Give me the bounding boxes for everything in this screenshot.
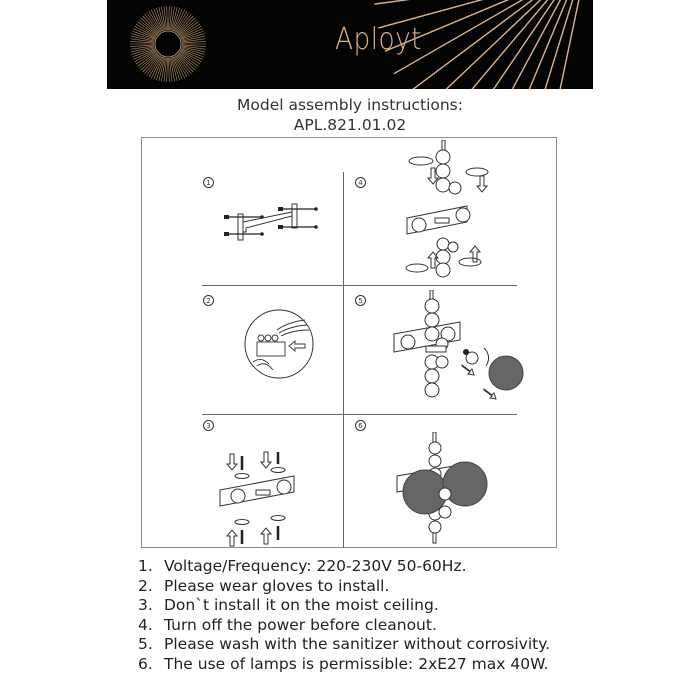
note-number: 5. [138, 635, 153, 653]
note-text: Please wash with the sanitizer without corrosivity. [164, 635, 551, 653]
note-item [138, 596, 550, 616]
note-text: Please wear gloves to install. [164, 576, 390, 595]
step-4-label: 4 [355, 177, 366, 188]
note-number: 4. [138, 615, 153, 634]
brand-name: Aployt [335, 22, 422, 57]
page-title: Model assembly instructions: [237, 96, 463, 114]
note-number: 6. [138, 654, 153, 673]
note-text: Don`t install it on the moist ceiling. [164, 596, 439, 614]
note-item [138, 616, 550, 636]
note-text: The use of lamps is permissible: 2xE27 max 40W. [164, 654, 549, 673]
note-item [138, 655, 550, 675]
step-1-bracket-illustration [220, 200, 320, 260]
note-text: Voltage/Frequency: 220-230V 50-60Hz. [164, 557, 467, 575]
note-number: 3. [138, 596, 153, 614]
step-3-label: 3 [203, 420, 214, 431]
note-item [138, 635, 550, 655]
step-5-label: 5 [355, 295, 366, 306]
note-number: 2. [138, 576, 153, 595]
step-5-shades-illustration [392, 290, 532, 410]
step-1-label: 1 [203, 177, 214, 188]
step-2-label: 2 [203, 295, 214, 306]
step-4-columns-illustration [405, 140, 505, 280]
grid-divider-vertical [343, 172, 344, 548]
step-2-wiring-illustration [243, 308, 323, 380]
step-6-completed-fixture-illustration [395, 432, 495, 547]
step-3-base-screws-illustration [218, 450, 300, 548]
note-number: 1. [138, 557, 153, 575]
note-item [138, 577, 550, 597]
model-number: APL.821.01.02 [293, 116, 407, 134]
brand-banner [107, 0, 593, 89]
grid-divider-horizontal-2 [202, 414, 517, 415]
step-6-label: 6 [355, 420, 366, 431]
note-text: Turn off the power before cleanout. [164, 615, 437, 634]
grid-divider-horizontal-1 [202, 285, 517, 286]
note-item [138, 557, 550, 577]
safety-notes-list [138, 557, 550, 674]
